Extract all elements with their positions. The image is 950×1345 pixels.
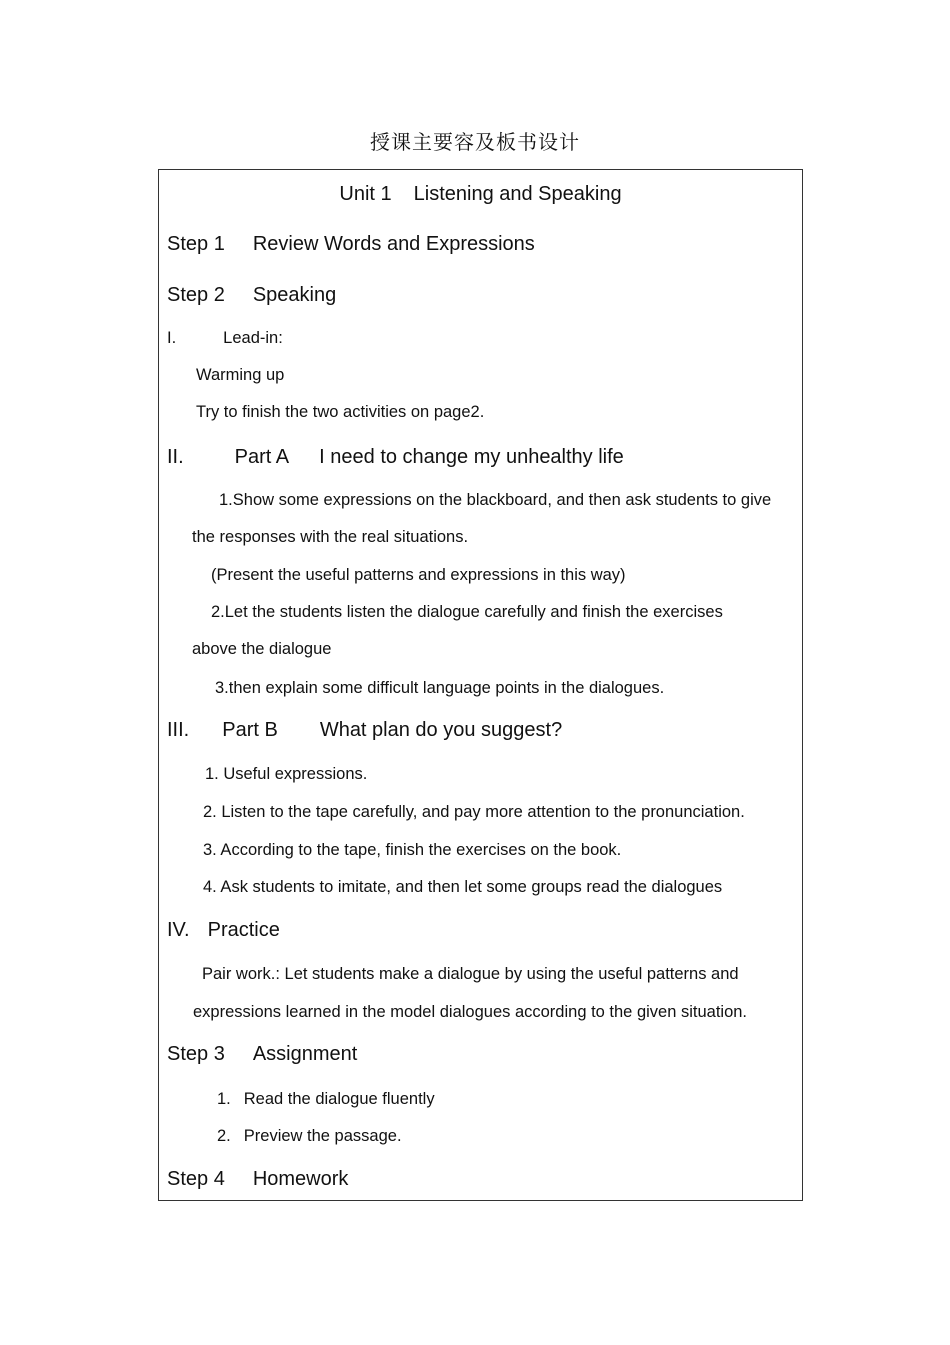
section-3-part: Part B: [222, 719, 278, 741]
step-3-title: Assignment: [252, 1043, 358, 1065]
assignment-item-number: 1.: [217, 1090, 231, 1108]
section-2-title: I need to change my unhealthy life: [319, 446, 624, 468]
step-1-label: Step 1: [167, 233, 225, 255]
section-2-item-1-line-1: 1.Show some expressions on the blackboard, and then ask students to give: [219, 491, 772, 509]
step-3-label: Step 3: [167, 1043, 225, 1065]
section-3-numeral: III.: [167, 719, 190, 741]
section-3-heading: [167, 719, 562, 742]
step-2-heading: [167, 284, 336, 307]
section-2-item-3: 3.then explain some difficult language points in the dialogues.: [215, 679, 665, 697]
section-3-item: 2. Listen to the tape carefully, and pay more attention to the pronunciation.: [203, 803, 745, 821]
section-2-heading: [167, 446, 624, 469]
section-3-title: What plan do you suggest?: [319, 719, 563, 741]
page-title: 授课主要容及板书设计: [370, 130, 580, 154]
assignment-item-text: Read the dialogue fluently: [243, 1090, 435, 1108]
section-2-item-2-line-1: 2.Let the students listen the dialogue carefully and finish the exercises: [211, 603, 723, 621]
assignment-item-text: Preview the passage.: [243, 1127, 402, 1145]
section-2-item-1-line-2: the responses with the real situations.: [192, 528, 469, 546]
assignment-item: [217, 1127, 402, 1146]
step-4-title: Homework: [252, 1168, 349, 1190]
section-1-numeral: I.: [167, 329, 177, 347]
assignment-item-number: 2.: [217, 1127, 231, 1145]
step-2-label: Step 2: [167, 284, 225, 306]
assignment-item: [217, 1090, 435, 1109]
section-2-part: Part A: [234, 446, 290, 468]
section-1-title: Lead-in:: [223, 329, 283, 347]
step-2-title: Speaking: [252, 284, 337, 306]
section-4-line-2: expressions learned in the model dialogues according to the given situation.: [193, 1003, 748, 1021]
section-4-numeral: IV.: [167, 919, 190, 941]
unit-label: Unit 1: [339, 183, 392, 205]
section-4-heading: [167, 919, 280, 942]
section-2-numeral: II.: [167, 446, 184, 468]
step-4-label: Step 4: [167, 1168, 225, 1190]
step-1-heading: [167, 233, 535, 256]
section-1-line: Try to finish the two activities on page2.: [196, 403, 485, 421]
section-3-item: 4. Ask students to imitate, and then let some groups read the dialogues: [203, 878, 723, 896]
section-4-line-1: Pair work.: Let students make a dialogue by using the useful patterns and: [202, 965, 739, 983]
section-3-item: 3. According to the tape, finish the exercises on the book.: [203, 841, 622, 859]
step-3-heading: [167, 1043, 357, 1066]
lesson-plan-box: [158, 169, 803, 1201]
section-2-item-2-line-2: above the dialogue: [192, 640, 332, 658]
section-1-line: Warming up: [196, 366, 285, 384]
unit-heading: [159, 183, 802, 206]
unit-topic: Listening and Speaking: [413, 183, 622, 205]
step-4-heading: [167, 1168, 348, 1191]
section-2-note: (Present the useful patterns and expressions in this way): [211, 566, 626, 584]
section-3-item: 1. Useful expressions.: [205, 765, 368, 783]
section-1-heading: [167, 329, 283, 348]
section-4-title: Practice: [207, 919, 280, 941]
step-1-title: Review Words and Expressions: [252, 233, 535, 255]
